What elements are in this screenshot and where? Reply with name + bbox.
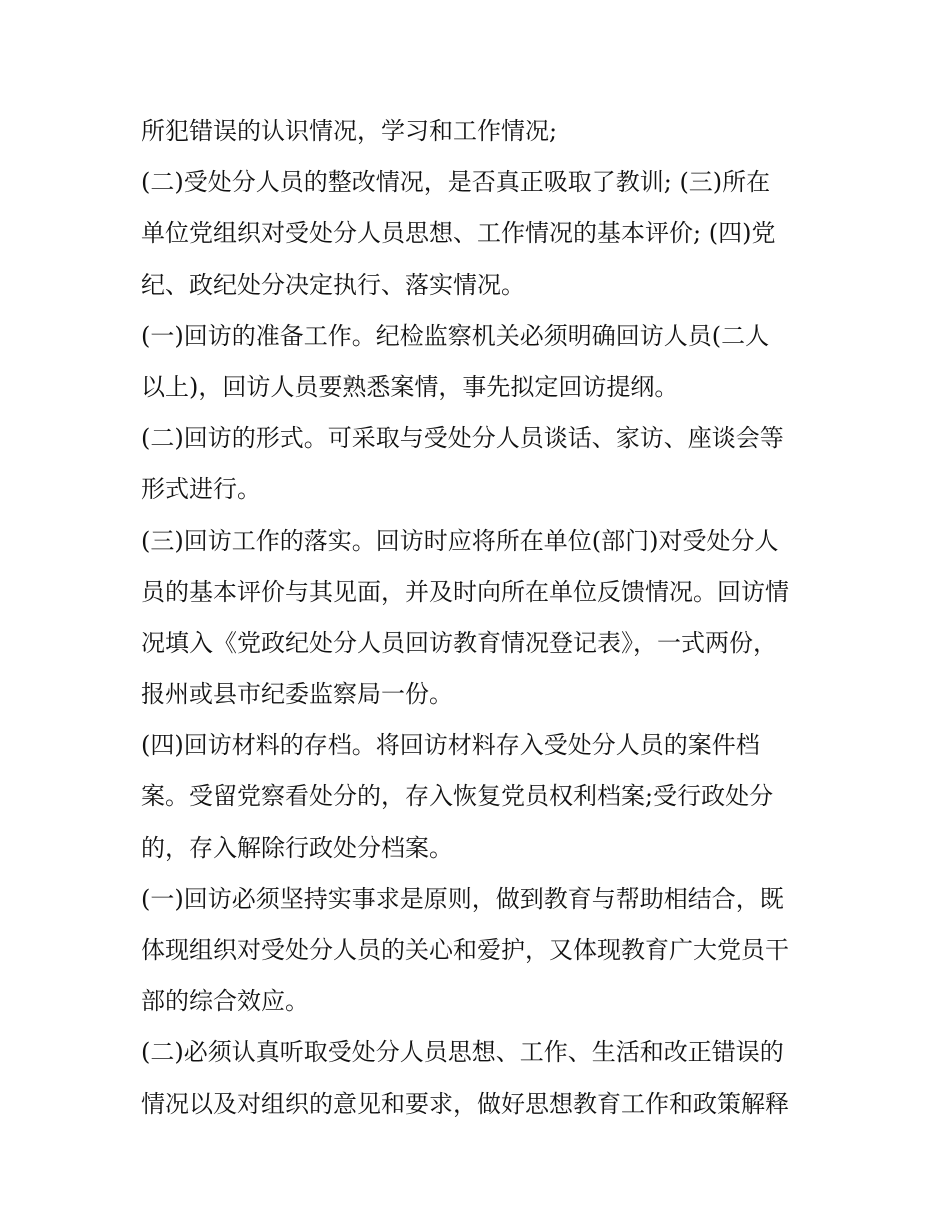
text-line: 情况以及对组织的意见和要求，做好思想教育工作和政策解释 (141, 1089, 789, 1118)
text-line: 纪、政纪处分决定执行、落实情况。 (141, 270, 525, 299)
text-line: 形式进行。 (141, 475, 261, 504)
text-line: (一)回访的准备工作。纪检监察机关必须明确回访人员(二人 (141, 321, 770, 350)
text-line: 单位党组织对受处分人员思想、工作情况的基本评价; (四)党 (141, 219, 776, 248)
text-line: 体现组织对受处分人员的关心和爱护，又体现教育广大党员干 (141, 936, 789, 964)
text-line: 的，存入解除行政处分档案。 (141, 833, 453, 862)
text-line: (二)受处分人员的整改情况，是否真正吸取了教训; (三)所在 (141, 168, 771, 197)
text-line: 报州或县市纪委监察局一份。 (141, 680, 453, 709)
text-line: 案。受留党察看处分的，存入恢复党员权利档案;受行政处分 (141, 782, 774, 811)
text-line: (三)回访工作的落实。回访时应将所在单位(部门)对受处分人 (141, 526, 779, 555)
text-line: 以上)，回访人员要熟悉案情，事先拟定回访提纲。 (141, 372, 679, 401)
text-line: 部的综合效应。 (141, 987, 309, 1016)
text-line: 所犯错误的认识情况，学习和工作情况; (141, 117, 558, 145)
text-line: (一)回访必须坚持实事求是原则，做到教育与帮助相结合，既 (141, 884, 784, 913)
text-line: (二)必须认真听取受处分人员思想、工作、生活和改正错误的 (141, 1038, 784, 1067)
text-line: 况填入《党政纪处分人员回访教育情况登记表》，一式两份， (141, 628, 777, 657)
text-line: 员的基本评价与其见面，并及时向所在单位反馈情况。回访情 (141, 577, 789, 606)
text-line: (四)回访材料的存档。将回访材料存入受处分人员的案件档 (141, 731, 760, 760)
text-line: (二)回访的形式。可采取与受处分人员谈话、家访、座谈会等 (141, 424, 784, 453)
document-body (141, 106, 821, 1130)
